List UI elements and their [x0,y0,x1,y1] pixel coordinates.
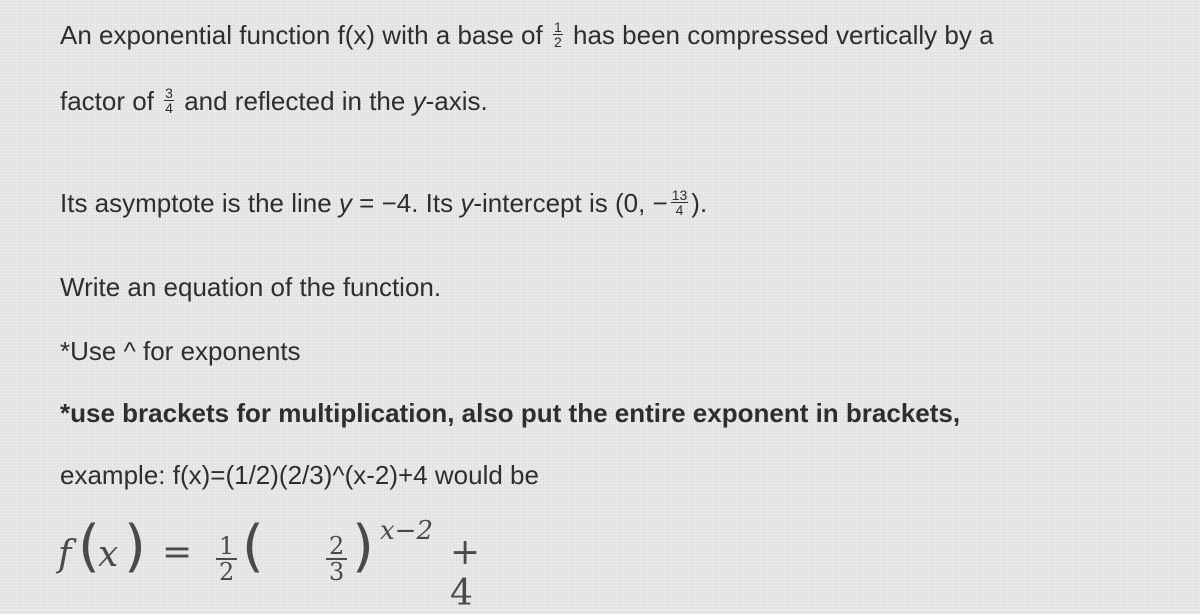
example-text: example: f(x)=(1/2)(2/3)^(x-2)+4 would be [60,460,539,490]
coefficient-fraction: $\frac{1}{2}$ [216,534,237,584]
base-fraction: $\frac{1}{2}$ [553,18,562,50]
prompt-line-3: Its asymptote is the line y = −4. Its y-intercept is (0, − $\frac{13}{4}$ ). [60,186,708,218]
prompt-line-2: factor of $\frac{3}{4}$ and reflected in the y-axis. [60,84,488,116]
note-exponents: *Use ^ for exponents [60,336,301,366]
prompt-line-1 [60,20,994,52]
note-brackets: *use brackets for multiplication, also put the entire exponent in brackets, [60,398,961,428]
factor-fraction: $\frac{3}{4}$ [165,84,173,116]
intercept-fraction: $\frac{13}{4}$ [671,186,688,218]
instruction-write-equation: Write an equation of the function. [60,272,442,302]
line1-pre: An exponential function f(x) with a base of [60,20,543,50]
exponent: x−2 [380,516,433,546]
base-fraction-example: $\frac{2}{3}$ [326,534,347,584]
line1-post: has been compressed vertically by a [573,20,994,50]
